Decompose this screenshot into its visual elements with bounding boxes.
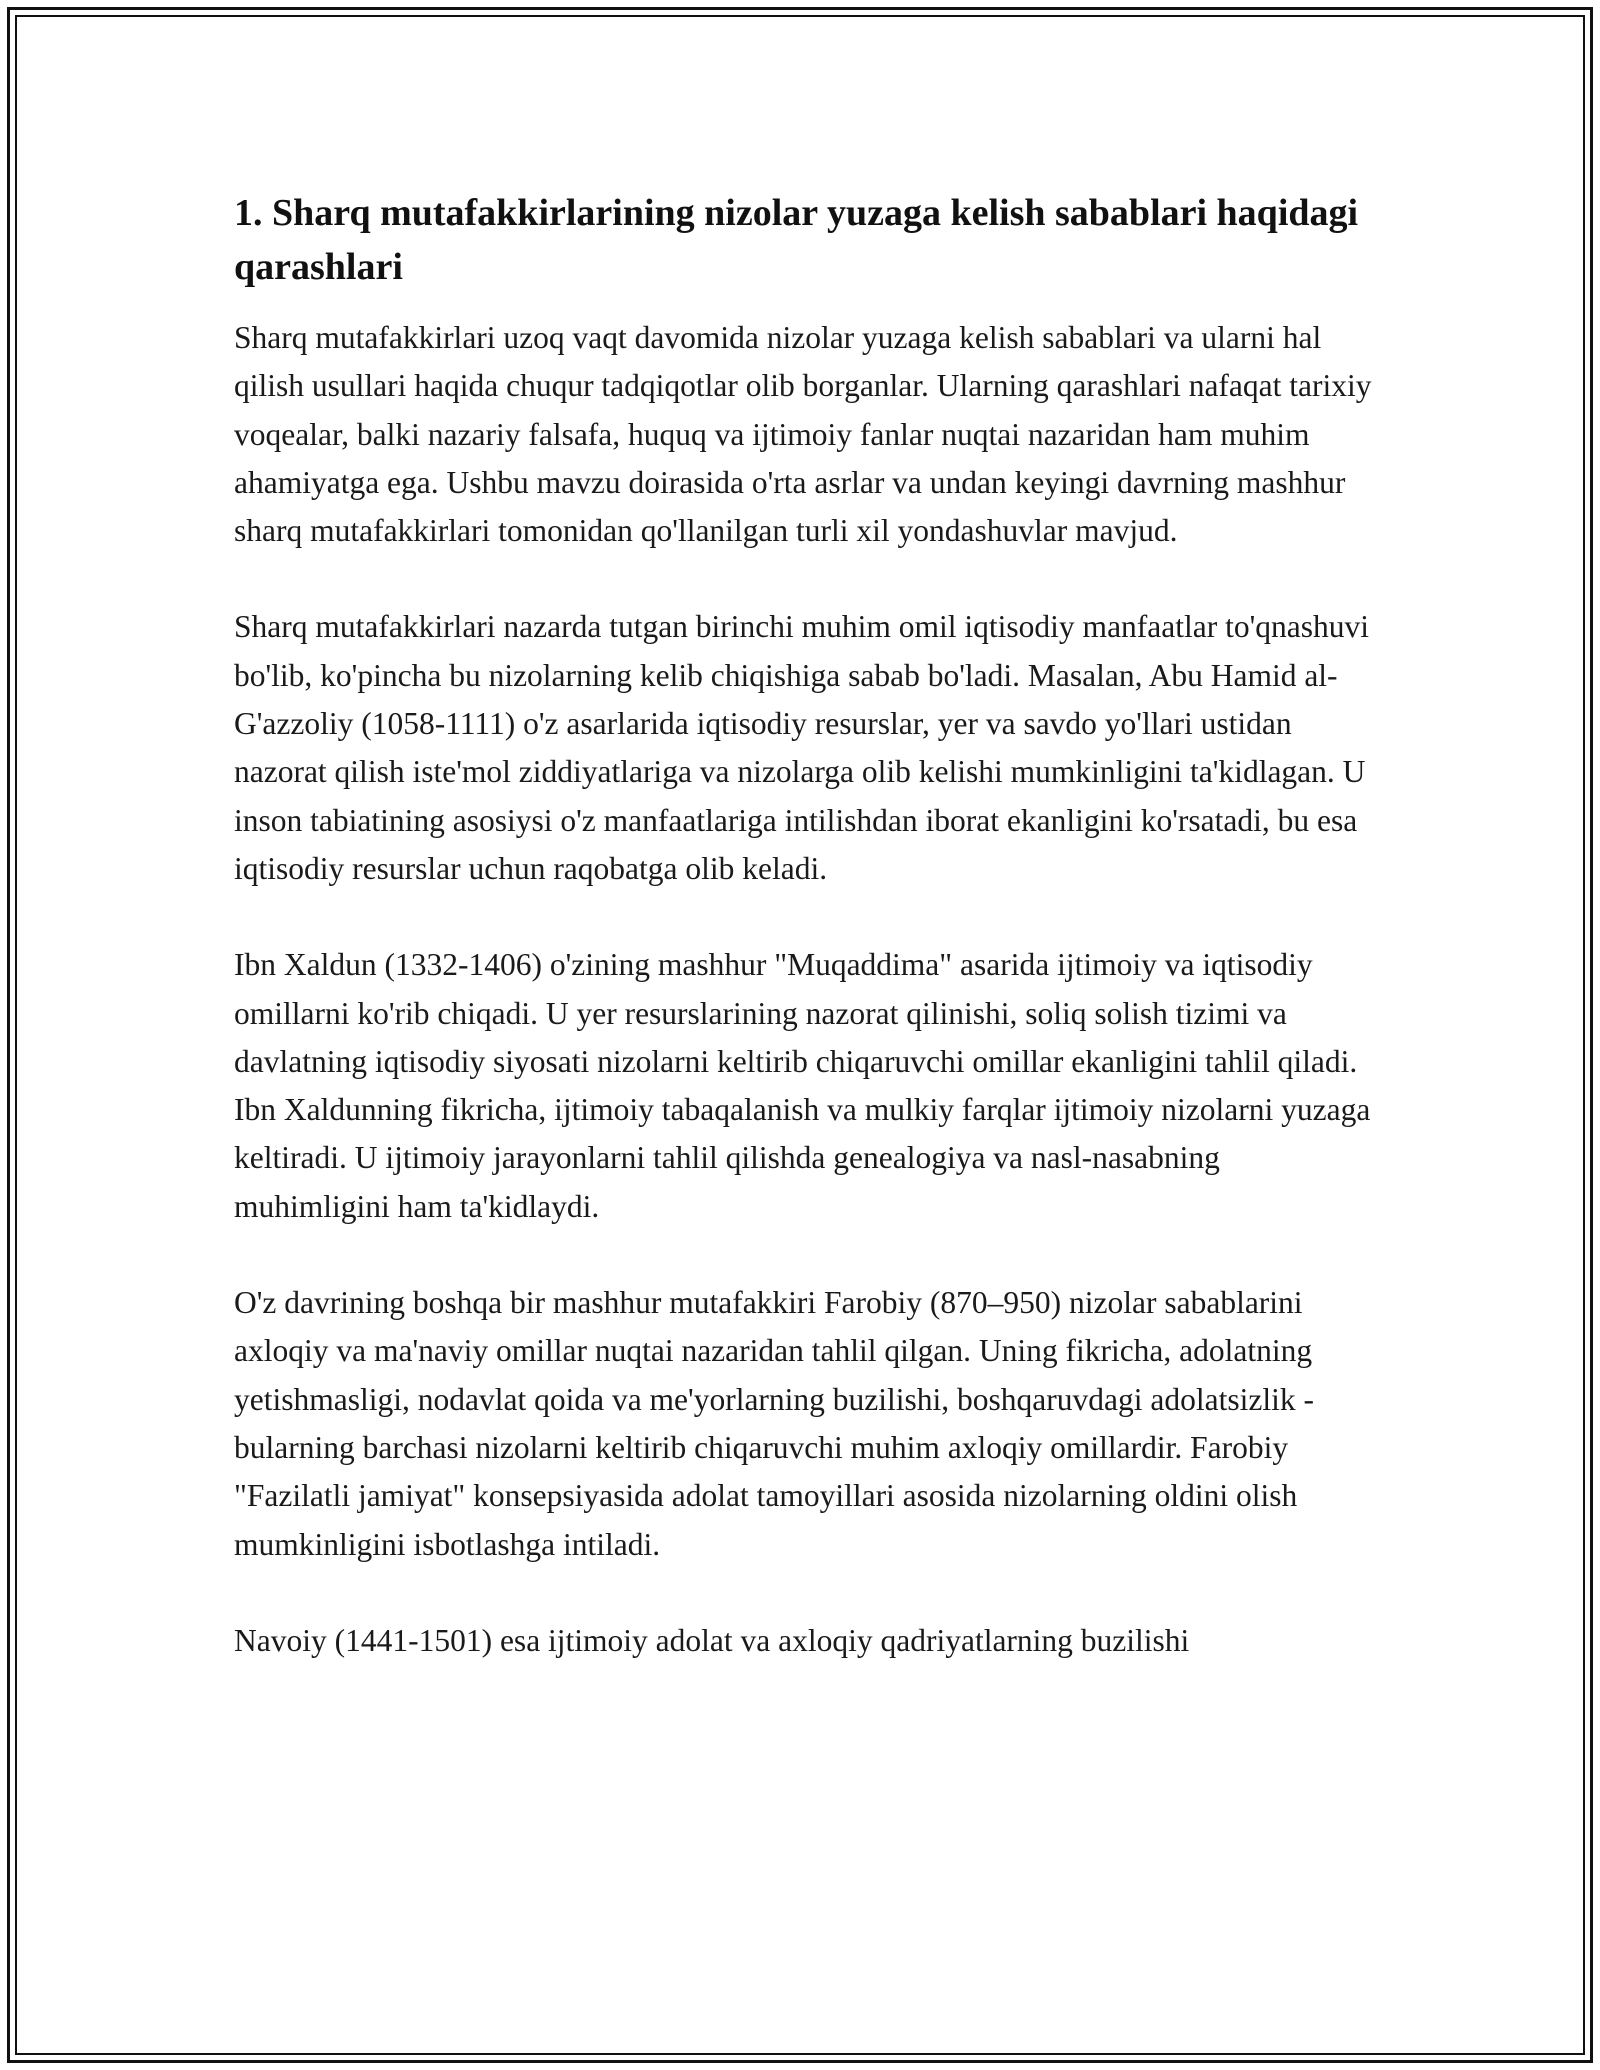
paragraph-5: Navoiy (1441-1501) esa ijtimoiy adolat va axloqiy qadriyatlarning buzilishi (234, 1622, 1190, 1658)
paragraph-4: O'z davrining boshqa bir mashhur mutafakkiri Farobiy (870–950) nizolar sabablarini axloqiy va ma'naviy omillar nuqtai nazaridan tahlil qilgan. Uning fikricha, adolatning yetishmasligi, nodavlat qoida va me'yorlarning buzilishi, boshqaruvdagi adolatsizlik - bularning barchasi nizolarni keltirib chiqaruvchi muhim axloqiy omillardir. Farobiy "Fazilatli jamiyat" konsepsiyasida adolat tamoyillari asosida nizolarning oldini olish mumkinligini isbotlashga intiladi. (234, 1285, 1314, 1562)
paragraph-1: Sharq mutafakkirlari uzoq vaqt davomida nizolar yuzaga kelish sabablari va ularni hal qilish usullari haqida chuqur tadqiqotlar olib borganlar. Ularning qarashlari nafaqat tarixiy voqealar, balki nazariy falsafa, huquq va ijtimoiy fanlar nuqtai nazaridan ham muhim ahamiyatga ega. Ushbu mavzu doirasida o'rta asrlar va undan keyingi davrning mashhur sharq mutafakkirlari tomonidan qo'llanilgan turli xil yondashuvlar mavjud. (234, 320, 1372, 549)
document-body (234, 186, 1374, 1713)
paragraph-3: Ibn Xaldun (1332-1406) o'zining mashhur "Muqaddima" asarida ijtimoiy va iqtisodiy omillarni ko'rib chiqadi. U yer resurslarining nazorat qilinishi, soliq solish tizimi va davlatning iqtisodiy siyosati nizolarni keltirib chiqaruvchi omillar ekanligini tahlil qiladi. Ibn Xaldunning fikricha, ijtimoiy tabaqalanish va mulkiy farqlar ijtimoiy nizolarni yuzaga keltiradi. U ijtimoiy jarayonlarni tahlil qilishda genealogiya va nasl-nasabning muhimligini ham ta'kidlaydi. (234, 947, 1371, 1224)
paragraph-2: Sharq mutafakkirlari nazarda tutgan birinchi muhim omil iqtisodiy manfaatlar to'qnashuvi bo'lib, ko'pincha bu nizolarning kelib chiqishiga sabab bo'ladi. Masalan, Abu Hamid al-G'azzoliy (1058-1111) o'z asarlarida iqtisodiy resurslar, yer va savdo yo'llari ustidan nazorat qilish iste'mol ziddiyatlariga va nizolarga olib kelishi mumkinligini ta'kidlagan. U inson tabiatining asosiysi o'z manfaatlariga intilishdan iborat ekanligini ko'rsatadi, bu esa iqtisodiy resurslar uchun raqobatga olib keladi. (234, 609, 1370, 886)
section-title: 1. Sharq mutafakkirlarining nizolar yuzaga kelish sabablari haqidagi qarashlari (234, 192, 1359, 288)
